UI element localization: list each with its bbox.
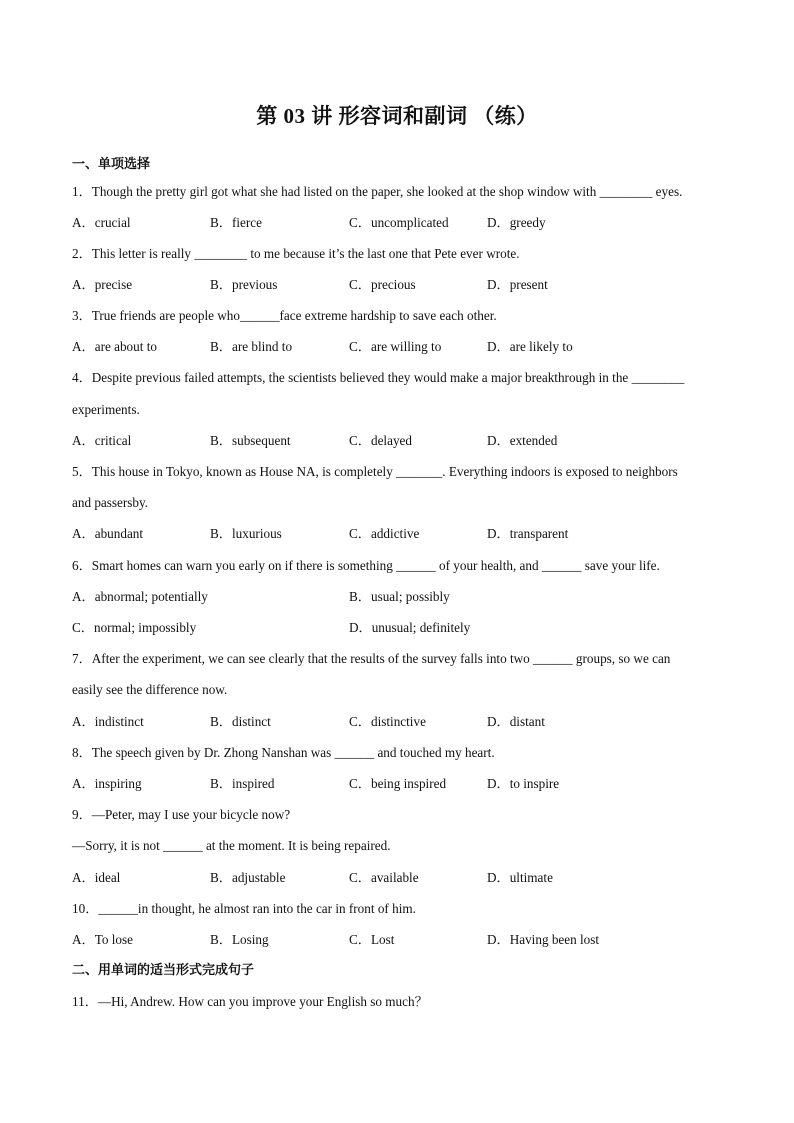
q10-option-b: B．Losing [210, 932, 269, 947]
question-2-text: 2．This letter is really ________ to me because it’s the last one that Pete ever wrote. [72, 246, 520, 261]
question-5-text-cont: and passersby. [72, 495, 149, 510]
q7-option-d: D．distant [487, 714, 545, 729]
q1-option-c: C．uncomplicated [349, 215, 449, 230]
q3-option-c: C．are willing to [349, 339, 442, 354]
question-6-text: 6．Smart homes can warn you early on if there is something ______ of your health, and ______ save your life. [72, 558, 660, 573]
question-1-text: 1．Though the pretty girl got what she had listed on the paper, she looked at the shop window with ________ eyes. [72, 184, 683, 199]
q2-option-b: B．previous [210, 277, 278, 292]
q3-option-b: B．are blind to [210, 339, 293, 354]
question-8-text: 8．The speech given by Dr. Zhong Nanshan was ______ and touched my heart. [72, 745, 495, 760]
question-3-text: 3．True friends are people who______face extreme hardship to save each other. [72, 308, 497, 323]
q7-option-a: A．indistinct [72, 714, 144, 729]
q8-option-d: D．to inspire [487, 776, 560, 791]
q5-option-d: D．transparent [487, 526, 569, 541]
section-heading-word-form: 二、用单词的适当形式完成句子 [72, 963, 255, 978]
question-5-text: 5．This house in Tokyo, known as House NA, is completely _______. Everything indoors is exposed to neighbors [72, 464, 678, 479]
q5-option-b: B．luxurious [210, 526, 282, 541]
question-4-text-cont: experiments. [72, 402, 140, 417]
q10-option-a: A．To lose [72, 932, 133, 947]
question-11-text: 11．—Hi, Andrew. How can you improve your English so much？ [72, 994, 428, 1009]
q2-option-c: C．precious [349, 277, 416, 292]
question-4-text: 4．Despite previous failed attempts, the scientists believed they would make a major breakthrough in the ________ [72, 370, 685, 385]
question-7-text-cont: easily see the difference now. [72, 682, 228, 697]
q3-option-d: D．are likely to [487, 339, 573, 354]
q8-option-a: A．inspiring [72, 776, 142, 791]
q1-option-b: B．fierce [210, 215, 262, 230]
q4-option-c: C．delayed [349, 433, 412, 448]
question-9-text: 9．—Peter, may I use your bicycle now? [72, 807, 291, 822]
q5-option-c: C．addictive [349, 526, 420, 541]
q7-option-b: B．distinct [210, 714, 271, 729]
q6-option-a: A．abnormal; potentially [72, 589, 208, 604]
q2-option-a: A．precise [72, 277, 133, 292]
q3-option-a: A．are about to [72, 339, 157, 354]
q8-option-b: B．inspired [210, 776, 275, 791]
q9-option-d: D．ultimate [487, 870, 553, 885]
q9-option-a: A．ideal [72, 870, 121, 885]
question-10-text: 10．______in thought, he almost ran into the car in front of him. [72, 901, 416, 916]
q2-option-d: D．present [487, 277, 548, 292]
section-heading-single-choice: 一、单项选择 [72, 157, 151, 172]
q10-option-c: C．Lost [349, 932, 395, 947]
question-9-text-cont: —Sorry, it is not ______ at the moment. It is being repaired. [72, 838, 391, 853]
q6-option-c: C．normal; impossibly [72, 620, 197, 635]
q8-option-c: C．being inspired [349, 776, 447, 791]
q6-option-d: D．unusual; definitely [349, 620, 471, 635]
q4-option-d: D．extended [487, 433, 558, 448]
q1-option-a: A．crucial [72, 215, 131, 230]
q9-option-c: C．available [349, 870, 419, 885]
q4-option-a: A．critical [72, 433, 132, 448]
q5-option-a: A．abundant [72, 526, 144, 541]
q7-option-c: C．distinctive [349, 714, 426, 729]
q4-option-b: B．subsequent [210, 433, 291, 448]
page-title: 第 03 讲 形容词和副词 （练） [256, 104, 538, 128]
q6-option-b: B．usual; possibly [349, 589, 450, 604]
q9-option-b: B．adjustable [210, 870, 286, 885]
q10-option-d: D．Having been lost [487, 932, 600, 947]
question-7-text: 7．After the experiment, we can see clearly that the results of the survey falls into two ______ groups, so we can [72, 651, 671, 666]
q1-option-d: D．greedy [487, 215, 546, 230]
